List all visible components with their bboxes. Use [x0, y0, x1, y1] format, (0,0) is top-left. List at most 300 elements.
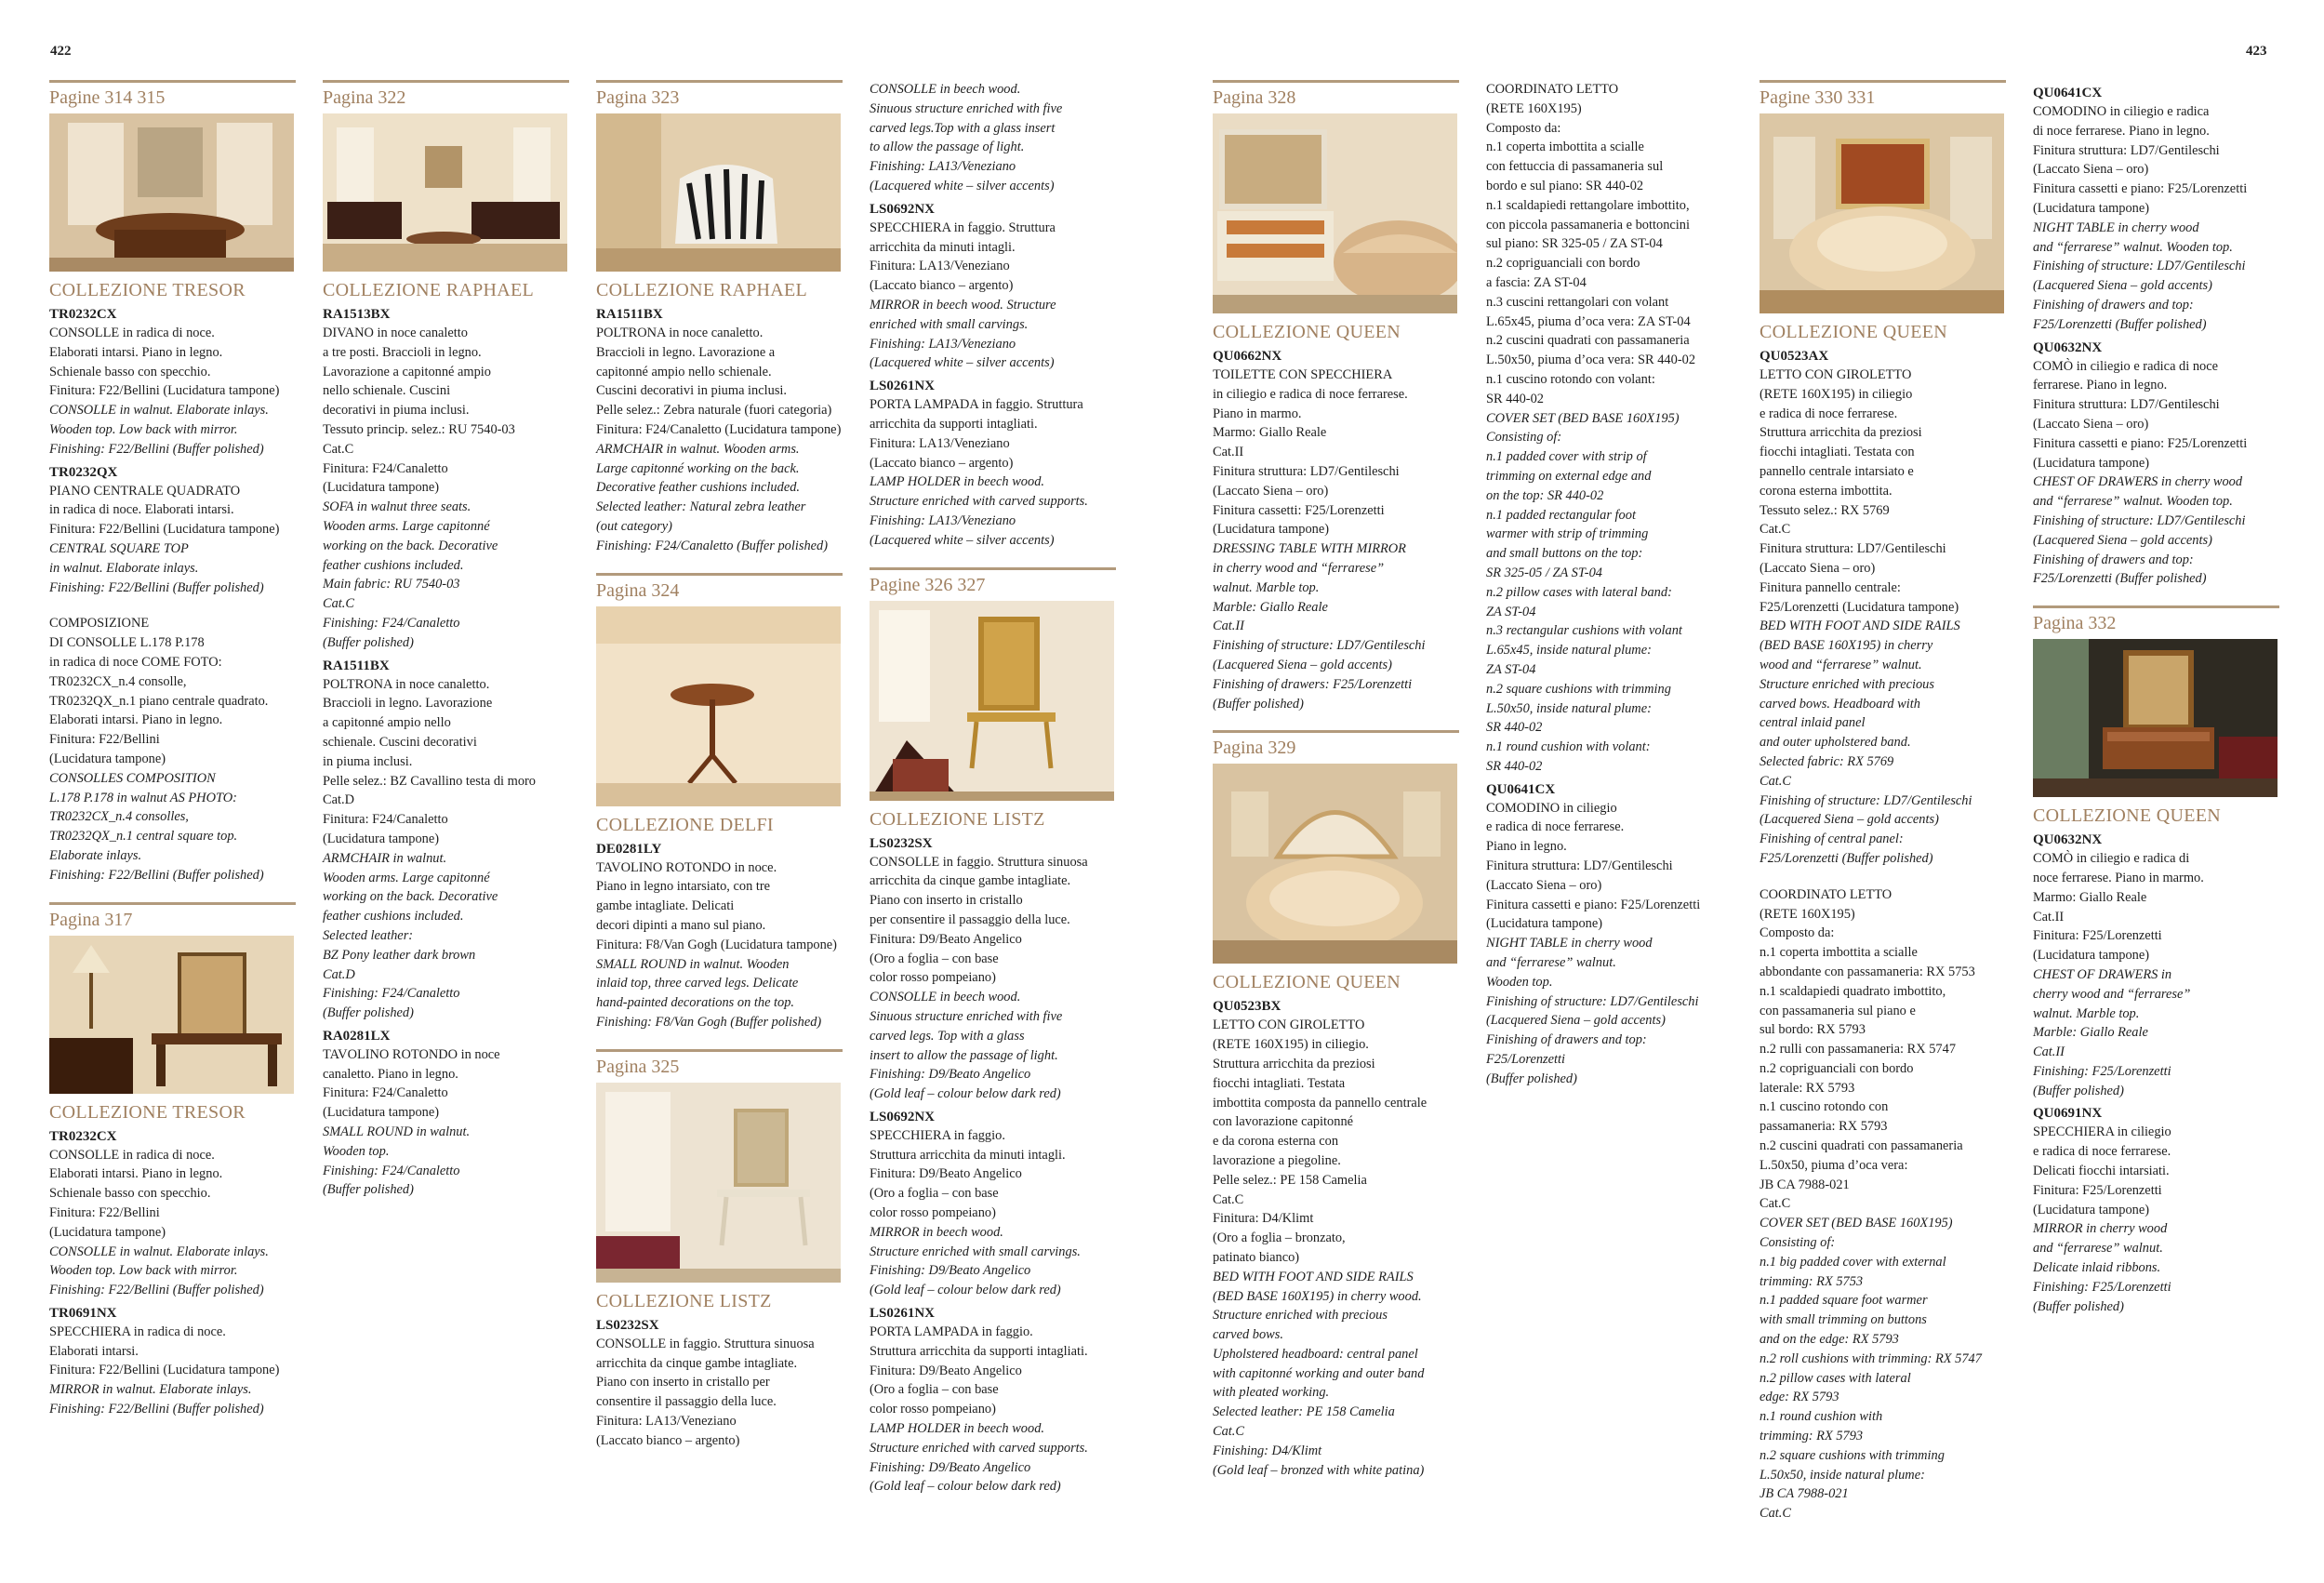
description-line: (RETE 160X195) in ciliegio. [1213, 1037, 1369, 1053]
description-line-english: trimming: RX 5793 [1760, 1429, 1864, 1444]
product-code: LS0232SX [870, 835, 933, 851]
description-line: Finitura: F25/Lorenzetti [2033, 1182, 2162, 1198]
description-line-english: F25/Lorenzetti (Buffer polished) [1760, 850, 1933, 866]
description-line-english: (Gold leaf – bronzed with white patina) [1213, 1462, 1425, 1478]
description-line-english: Selected fabric: RX 5769 [1760, 753, 1894, 769]
description-line-english: SR 440-02 [1486, 720, 1543, 736]
description-line-english: MIRROR in beech wood. [870, 1224, 1003, 1240]
description-line-english: Structure enriched with precious [1213, 1308, 1388, 1324]
page-reference: Pagina 322 [323, 80, 569, 110]
description-line-english: Structure enriched with carved supports. [870, 494, 1088, 510]
product-code: TR0232CX [49, 1128, 117, 1144]
description-line: (Lucidatura tampone) [1486, 916, 1603, 932]
description-line-english: n.1 padded square foot warmer [1760, 1293, 1928, 1309]
catalog-column [1486, 80, 1733, 1089]
description-line-english: (BED BASE 160X195) in cherry wood. [1213, 1288, 1422, 1304]
description-line: Finitura cassetti e piano: F25/Lorenzetti [1486, 897, 1701, 912]
description-line-english: carved legs.Top with a glass insert [870, 120, 1056, 136]
description-line-english: CHEST OF DRAWERS in [2033, 966, 2172, 982]
description-line-english: to allow the passage of light. [870, 140, 1025, 155]
description-line-english: (Lacquered Siena – gold accents) [1760, 812, 1939, 828]
description-line-english: trimming on external edge and [1486, 468, 1652, 484]
description-line: e radica di noce ferrarese. [1486, 819, 1625, 835]
page-reference: Pagina 332 [2033, 605, 2279, 635]
description-line-english: Finishing of structure: LD7/Gentileschi [1486, 993, 1699, 1009]
catalog-column [323, 80, 569, 1200]
description-line-english: insert to allow the passage of light. [870, 1047, 1058, 1063]
description-line: (Lucidatura tampone) [49, 1224, 166, 1240]
description-line-english: Finishing of structure: LD7/Gentileschi [2033, 259, 2246, 274]
description-line-english: TR0232CX_n.4 consolles, [49, 809, 189, 825]
product-code: LS0692NX [870, 201, 936, 217]
description-line-english: feather cushions included. [323, 909, 464, 925]
description-line: Piano con inserto in cristallo [870, 893, 1023, 909]
description-line-english: (Buffer polished) [2033, 1083, 2124, 1098]
description-line-english: ZA ST-04 [1486, 661, 1536, 677]
description-line: color rosso pompeiano) [870, 1205, 996, 1221]
description-line-english: Finishing: F22/Bellini (Buffer polished) [49, 1402, 264, 1417]
description-line: LETTO CON GIROLETTO [1760, 367, 1912, 382]
description-line-english: n.2 pillow cases with lateral band: [1486, 584, 1672, 600]
description-line-english: Finishing: D9/Beato Angelico [870, 1067, 1031, 1083]
description-line: Elaborati intarsi. Piano in legno. [49, 344, 223, 360]
collection-title: COLLEZIONE TRESOR [49, 280, 246, 300]
description-line-english: central inlaid panel [1760, 715, 1866, 731]
description-line: L.65x45, piuma d’oca vera: ZA ST-04 [1486, 313, 1691, 329]
description-line: Struttura arricchita da supporti intagliati. [870, 1343, 1088, 1359]
description-line-english: LAMP HOLDER in beech wood. [870, 1421, 1044, 1437]
description-line-english: Cat.C [1213, 1424, 1244, 1440]
description-line: con piccola passamaneria e bottoncini [1486, 217, 1690, 233]
description-line-english: COVER SET (BED BASE 160X195) [1760, 1216, 1953, 1231]
description-line: Tessuto princip. selez.: RU 7540-03 [323, 421, 515, 437]
product-photo [596, 606, 841, 806]
description-line-english: with small trimming on buttons [1760, 1312, 1927, 1328]
description-line-english: CONSOLLE in walnut. Elaborate inlays. [49, 1244, 269, 1259]
description-line: n.2 cuscini quadrati con passamaneria [1760, 1138, 1963, 1154]
description-line: (Laccato Siena – oro) [1760, 560, 1876, 576]
description-line-english: enriched with small carvings. [870, 316, 1029, 332]
description-line-english: Cat.C [323, 596, 354, 612]
page-reference: Pagina 317 [49, 902, 296, 932]
description-line: arricchita da cinque gambe intagliate. [596, 1355, 798, 1371]
description-line: Marmo: Giallo Reale [2033, 889, 2147, 905]
description-line: Marmo: Giallo Reale [1213, 425, 1327, 441]
description-line: (Laccato Siena – oro) [2033, 416, 2149, 432]
description-line-english: Wooden top. Low back with mirror. [49, 421, 238, 437]
description-line: CONSOLLE in faggio. Struttura sinuosa [870, 854, 1088, 870]
description-line: (Oro a foglia – con base [870, 951, 999, 966]
description-line-english: Structure enriched with small carvings. [870, 1244, 1081, 1259]
description-line: (Laccato bianco – argento) [870, 278, 1014, 294]
description-line-english: Finishing of drawers and top: [1486, 1032, 1647, 1048]
description-line: Composto da: [1760, 925, 1835, 941]
description-line: per consentire il passaggio della luce. [870, 911, 1070, 927]
description-line-english: Main fabric: RU 7540-03 [323, 577, 460, 592]
product-code: LS0692NX [870, 1109, 936, 1124]
description-line-english: Finishing: LA13/Veneziano [870, 512, 1016, 528]
description-line: (RETE 160X195) [1760, 906, 1855, 922]
description-line-english: Finishing of drawers and top: [2033, 297, 2194, 313]
description-line-english: CONSOLLE in beech wood. [870, 82, 1021, 97]
page-reference: Pagina 329 [1213, 730, 1459, 760]
description-line: Cat.D [323, 792, 354, 808]
description-line: CONSOLLE in radica di noce. [49, 1147, 215, 1163]
page-reference: Pagine 330 331 [1760, 80, 2006, 110]
description-line-english: (Lacquered white – silver accents) [870, 355, 1055, 371]
description-line-english: Cat.II [1213, 619, 1244, 634]
description-line-english: carved bows. Headboard with [1760, 696, 1920, 712]
description-line-english: Finishing: F22/Bellini (Buffer polished) [49, 1283, 264, 1298]
description-line: TAVOLINO ROTONDO in noce [323, 1046, 500, 1062]
description-line: (Lucidatura tampone) [323, 480, 440, 496]
product-code: TR0691NX [49, 1305, 117, 1321]
description-line: lavorazione a piegoline. [1213, 1152, 1341, 1168]
description-line-english: Sinuous structure enriched with five [870, 1008, 1063, 1024]
description-line: SPECCHIERA in radica di noce. [49, 1324, 226, 1339]
description-line-english: Structure enriched with precious [1760, 676, 1934, 692]
description-line: Elaborati intarsi. Piano in legno. [49, 1166, 223, 1182]
description-line: Finitura struttura: LD7/Gentileschi [2033, 142, 2220, 158]
description-line: POLTRONA in noce canaletto. [596, 326, 764, 340]
description-line-english: (Gold leaf – colour below dark red) [870, 1086, 1061, 1102]
description-line-english: inlaid top, three carved legs. Delicate [596, 976, 799, 991]
description-line: bordo e sul piano: SR 440-02 [1486, 178, 1644, 193]
description-line-english: Selected leather: Natural zebra leather [596, 499, 806, 515]
product-code: LS0232SX [596, 1317, 659, 1333]
product-code: RA0281LX [323, 1028, 391, 1044]
description-line-english: CHEST OF DRAWERS in cherry wood [2033, 474, 2243, 490]
description-line-english: n.2 square cushions with trimming [1486, 681, 1671, 697]
description-line-english: ZA ST-04 [1486, 604, 1536, 619]
description-line: corona esterna imbottita. [1760, 483, 1892, 499]
description-line-english: (Buffer polished) [1213, 696, 1304, 712]
description-line-english: L.178 P.178 in walnut AS PHOTO: [49, 790, 237, 805]
description-line: Piano con inserto in cristallo per [596, 1375, 770, 1390]
description-line: SPECCHIERA in ciliegio [2033, 1124, 2171, 1140]
description-line: Struttura arricchita da minuti intagli. [870, 1147, 1066, 1163]
description-line-english: Finishing: D9/Beato Angelico [870, 1263, 1031, 1279]
description-line-english: (Gold leaf – colour below dark red) [870, 1283, 1061, 1298]
description-line: Finitura: F22/Bellini [49, 732, 160, 748]
description-line: TR0232CX_n.4 consolle, [49, 673, 187, 689]
description-line: Cuscini decorativi in piuma inclusi. [596, 383, 788, 399]
description-line-english: cherry wood and “ferrarese” [2033, 986, 2191, 1002]
description-line: Cat.C [1213, 1191, 1244, 1207]
collection-title: COLLEZIONE LISTZ [870, 808, 1045, 830]
description-line-english: Selected leather: PE 158 Camelia [1213, 1404, 1395, 1420]
product-code: QU0523BX [1213, 999, 1282, 1015]
description-line-english: edge: RX 5793 [1760, 1390, 1839, 1405]
description-line-english: (Buffer polished) [2033, 1298, 2124, 1314]
description-line-english: carved legs. Top with a glass [870, 1028, 1025, 1044]
description-line: sul piano: SR 325-05 / ZA ST-04 [1486, 236, 1663, 252]
description-line-english: Finishing: LA13/Veneziano [870, 336, 1016, 352]
description-line: DI CONSOLLE L.178 P.178 [49, 635, 205, 651]
description-line: n.1 coperta imbottita a scialle [1760, 945, 1918, 961]
description-line-english: (Lacquered white – silver accents) [870, 532, 1055, 548]
description-line-english: and “ferrarese” walnut. Wooden top. [2033, 239, 2233, 255]
description-line-english: L.50x50, inside natural plume: [1486, 700, 1652, 716]
description-line-english: Finishing of structure: LD7/Gentileschi [1760, 792, 1972, 808]
description-line: n.2 rulli con passamaneria: RX 5747 [1760, 1042, 1957, 1058]
description-line: (Lucidatura tampone) [2033, 1202, 2150, 1217]
description-line-english: JB CA 7988-021 [1760, 1486, 1849, 1502]
description-line: in piuma inclusi. [323, 753, 413, 769]
description-line-english: Finishing of drawers and top: [2033, 552, 2194, 567]
description-line-english: on the top: SR 440-02 [1486, 487, 1604, 503]
product-photo [596, 1083, 841, 1283]
description-line-english: n.1 round cushion with [1760, 1409, 1883, 1425]
collection-title: COLLEZIONE TRESOR [49, 1101, 246, 1123]
description-line-english: Large capitonné working on the back. [596, 460, 800, 476]
description-line: (Lucidatura tampone) [323, 1105, 440, 1121]
product-code: QU0641CX [1486, 781, 1556, 797]
description-line: Finitura cassetti e piano: F25/Lorenzetti [2033, 181, 2248, 197]
description-line-english: in cherry wood and “ferrarese” [1213, 560, 1385, 576]
page-reference: Pagine 326 327 [870, 567, 1116, 597]
product-code: QU0632NX [2033, 339, 2103, 355]
description-line-english: n.3 rectangular cushions with volant [1486, 623, 1682, 639]
description-line-english: n.2 pillow cases with lateral [1760, 1370, 1911, 1386]
description-line: Finitura: F22/Bellini (Lucidatura tampone) [49, 1363, 280, 1378]
description-line: arricchita da supporti intagliati. [870, 416, 1038, 432]
description-line: sul bordo: RX 5793 [1760, 1022, 1866, 1038]
description-line-english: (Buffer polished) [1486, 1071, 1577, 1086]
description-line-english: n.1 round cushion with volant: [1486, 739, 1651, 755]
product-photo [323, 113, 567, 272]
description-line-english: and small buttons on the top: [1486, 546, 1643, 562]
description-line: Elaborati intarsi. [49, 1343, 139, 1359]
collection-title: COLLEZIONE LISTZ [596, 1290, 772, 1311]
description-line: laterale: RX 5793 [1760, 1080, 1855, 1096]
description-line: Finitura: F25/Lorenzetti [2033, 928, 2162, 944]
description-line-english: Finishing: LA13/Veneziano [870, 159, 1016, 175]
description-line: Schienale basso con specchio. [49, 364, 211, 379]
description-line: nello schienale. Cuscini [323, 383, 451, 399]
description-line: Piano in legno. [1486, 839, 1567, 855]
collection-title: COLLEZIONE DELFI [596, 814, 774, 835]
description-line: abbondante con passamaneria: RX 5753 [1760, 964, 1975, 979]
collection-title: COLLEZIONE QUEEN [1213, 322, 1401, 342]
description-line: Finitura: F8/Van Gogh (Lucidatura tampone) [596, 937, 837, 952]
description-line: Finitura: D9/Beato Angelico [870, 1166, 1022, 1182]
description-line: schienale. Cuscini decorativi [323, 734, 477, 750]
page-number-right: 423 [2246, 44, 2267, 59]
description-line: Finitura struttura: LD7/Gentileschi [1760, 541, 1946, 557]
description-line-english: walnut. Marble top. [1213, 579, 1320, 595]
description-line: Pelle selez.: BZ Cavallino testa di moro [323, 773, 536, 789]
page-number-left: 422 [50, 44, 72, 59]
description-line: Finitura cassetti e piano: F25/Lorenzetti [2033, 435, 2248, 451]
description-line: a tre posti. Braccioli in legno. [323, 344, 482, 360]
product-photo [596, 113, 841, 272]
description-line: Finitura: F24/Canaletto [323, 1085, 448, 1101]
description-line: Finitura: F24/Canaletto [323, 460, 448, 476]
description-line: Finitura: F22/Bellini (Lucidatura tampone) [49, 383, 280, 399]
description-line: PORTA LAMPADA in faggio. [870, 1324, 1033, 1340]
description-line: gambe intagliate. Delicati [596, 898, 735, 914]
description-line-english: Cat.II [2033, 1044, 2065, 1060]
product-code: TR0232QX [49, 464, 118, 480]
description-line-english: working on the back. Decorative [323, 538, 498, 553]
description-line-english: F25/Lorenzetti (Buffer polished) [2033, 316, 2207, 332]
description-line-english: (Buffer polished) [323, 1182, 414, 1198]
description-line: COORDINATO LETTO [1760, 886, 1892, 902]
description-line: n.3 cuscini rettangolari con volant [1486, 294, 1669, 310]
description-line-english: (Lacquered Siena – gold accents) [2033, 278, 2212, 294]
description-line-english: warmer with strip of trimming [1486, 526, 1649, 542]
product-code: DE0281LY [596, 841, 662, 857]
description-line-english: Consisting of: [1486, 430, 1562, 446]
description-line-english: F25/Lorenzetti (Buffer polished) [2033, 571, 2207, 587]
product-code: QU0632NX [2033, 832, 2103, 848]
description-line: Delicati fiocchi intarsiati. [2033, 1164, 2170, 1179]
description-line: CONSOLLE in faggio. Struttura sinuosa [596, 1336, 815, 1351]
description-line: L.50x50, piuma d’oca vera: [1760, 1157, 1908, 1173]
description-line: Pelle selez.: Zebra naturale (fuori categoria) [596, 403, 832, 419]
description-line: a fascia: ZA ST-04 [1486, 274, 1587, 290]
description-line: fiocchi intagliati. Testata con [1760, 445, 1915, 460]
description-line-english: n.1 padded cover with strip of [1486, 449, 1647, 465]
description-line: imbottita composta da pannello centrale [1213, 1095, 1428, 1111]
description-line: (Lucidatura tampone) [1213, 522, 1330, 538]
description-line: patinato bianco) [1213, 1249, 1300, 1265]
description-line-english: Selected leather: [323, 927, 414, 943]
description-line-english: n.2 roll cushions with trimming: RX 5747 [1760, 1350, 1982, 1366]
description-line: Finitura struttura: LD7/Gentileschi [1486, 858, 1673, 874]
description-line-english: (Lacquered white – silver accents) [870, 178, 1055, 193]
description-line-english: CONSOLLE in walnut. Elaborate inlays. [49, 403, 269, 419]
description-line: con lavorazione capitonné [1213, 1114, 1354, 1130]
description-line-english: Finishing: F25/Lorenzetti [2033, 1063, 2171, 1079]
product-code: QU0641CX [2033, 86, 2103, 100]
description-line-english: L.65x45, inside natural plume: [1486, 643, 1652, 658]
description-line-english: (Lacquered Siena – gold accents) [1486, 1013, 1666, 1029]
description-line: ferrarese. Piano in legno. [2033, 378, 2168, 393]
description-line: color rosso pompeiano) [870, 970, 996, 986]
description-line-english: Marble: Giallo Reale [1213, 599, 1328, 615]
description-line: COMÒ in ciliegio e radica di noce [2033, 358, 2219, 374]
description-line-english: and on the edge: RX 5793 [1760, 1332, 1899, 1348]
description-line-english: feather cushions included. [323, 557, 464, 573]
description-line: TAVOLINO ROTONDO in noce. [596, 859, 777, 875]
description-line-english: (Lacquered Siena – gold accents) [2033, 532, 2212, 548]
description-line-english: SMALL ROUND in walnut. Wooden [596, 956, 790, 972]
description-line-english: Finishing: F8/Van Gogh (Buffer polished) [596, 1014, 822, 1030]
description-line-english: BED WITH FOOT AND SIDE RAILS [1213, 1269, 1414, 1284]
description-line: in radica di noce COME FOTO: [49, 654, 222, 670]
description-line: (RETE 160X195) [1486, 100, 1582, 116]
description-line-english: Marble: Giallo Reale [2033, 1025, 2148, 1041]
description-line: color rosso pompeiano) [870, 1402, 996, 1417]
description-line: Finitura: LA13/Veneziano [596, 1413, 737, 1429]
description-line-english: (out category) [596, 518, 672, 534]
description-line-english: LAMP HOLDER in beech wood. [870, 474, 1044, 490]
catalog-column [2033, 80, 2279, 1316]
description-line: COMODINO in ciliegio e radica [2033, 104, 2210, 119]
description-line-english: Finishing: F25/Lorenzetti [2033, 1279, 2171, 1295]
description-line: Lavorazione a capitonné ampio [323, 364, 492, 379]
description-line-english: Finishing of drawers: F25/Lorenzetti [1213, 676, 1413, 692]
description-line: POLTRONA in noce canaletto. [323, 676, 490, 692]
description-line-english: SR 440-02 [1486, 758, 1543, 774]
collection-title: COLLEZIONE QUEEN [2033, 805, 2221, 827]
description-line: COMPOSIZIONE [49, 616, 150, 632]
description-line: n.2 copriguanciali con bordo [1760, 1060, 1914, 1076]
product-photo [1213, 764, 1457, 964]
product-photo [1760, 113, 2004, 313]
description-line-english: Finishing: F22/Bellini (Buffer polished) [49, 441, 264, 457]
description-line: COMÒ in ciliegio e radica di [2033, 851, 2190, 867]
description-line: JB CA 7988-021 [1760, 1177, 1850, 1192]
description-line: canaletto. Piano in legno. [323, 1066, 458, 1082]
description-line: Schienale basso con specchio. [49, 1186, 211, 1202]
description-line-english: working on the back. Decorative [323, 889, 498, 905]
description-line-english: SR 325-05 / ZA ST-04 [1486, 565, 1602, 580]
product-photo [2033, 639, 2278, 797]
description-line: (Oro a foglia – bronzato, [1213, 1230, 1346, 1246]
collection-title: COLLEZIONE RAPHAEL [323, 280, 535, 300]
description-line: Piano in marmo. [1213, 406, 1302, 421]
description-line-english: (Buffer polished) [323, 1005, 414, 1021]
description-line: e radica di noce ferrarese. [2033, 1144, 2171, 1160]
catalog-column [49, 80, 296, 1419]
description-line: Finitura cassetti: F25/Lorenzetti [1213, 502, 1385, 518]
product-code: QU0523AX [1760, 349, 1829, 364]
description-line: Struttura arricchita da preziosi [1760, 425, 1922, 441]
description-line: Finitura: F22/Bellini (Lucidatura tampone) [49, 522, 280, 538]
description-line: (Lucidatura tampone) [49, 751, 166, 766]
description-line: (Lucidatura tampone) [2033, 200, 2150, 216]
description-line-english: hand-painted decorations on the top. [596, 995, 795, 1011]
description-line-english: Finishing: F24/Canaletto [323, 986, 460, 1002]
description-line-english: with capitonné working and outer band [1213, 1365, 1425, 1381]
description-line-english: (BED BASE 160X195) in cherry [1760, 638, 1933, 654]
description-line: n.1 cuscino rotondo con [1760, 1099, 1889, 1115]
description-line-english: Finishing: F24/Canaletto [323, 1163, 460, 1178]
description-line-english: Finishing of structure: LD7/Gentileschi [2033, 512, 2246, 528]
description-line-english: Finishing: F22/Bellini (Buffer polished) [49, 867, 264, 883]
page-reference: Pagine 314 315 [49, 80, 296, 110]
description-line-english: Sinuous structure enriched with five [870, 100, 1063, 116]
description-line: Cat.II [1213, 445, 1244, 460]
product-code: QU0691NX [2033, 1106, 2103, 1122]
description-line-english: Finishing: F24/Canaletto [323, 615, 460, 631]
description-line-english: CONSOLLES COMPOSITION [49, 770, 216, 786]
description-line: Finitura: D9/Beato Angelico [870, 931, 1022, 947]
description-line: e radica di noce ferrarese. [1760, 406, 1898, 421]
description-line: n.1 scaldapiedi quadrato imbottito, [1760, 983, 1946, 999]
description-line: (Oro a foglia – con base [870, 1382, 999, 1398]
description-line: capitonné ampio nello schienale. [596, 364, 772, 379]
description-line-english: Finishing of central panel: [1760, 831, 1904, 847]
description-line: Braccioli in legno. Lavorazione [323, 696, 493, 712]
description-line: Cat.C [1760, 1196, 1791, 1212]
description-line-english: F25/Lorenzetti [1486, 1052, 1566, 1068]
description-line: pannello centrale intarsiato e [1760, 463, 1914, 479]
description-line: Finitura: D4/Klimt [1213, 1211, 1314, 1227]
description-line: TOILETTE CON SPECCHIERA [1213, 367, 1393, 382]
description-line: PORTA LAMPADA in faggio. Struttura [870, 397, 1083, 413]
description-line: SPECCHIERA in faggio. [870, 1127, 1005, 1143]
description-line: Cat.C [323, 441, 354, 457]
description-line: F25/Lorenzetti (Lucidatura tampone) [1760, 599, 1959, 615]
description-line: (Laccato Siena – oro) [1213, 483, 1329, 499]
catalog-column [870, 80, 1116, 1497]
description-line: COMODINO in ciliegio [1486, 800, 1617, 816]
product-code: RA1511BX [323, 658, 390, 673]
